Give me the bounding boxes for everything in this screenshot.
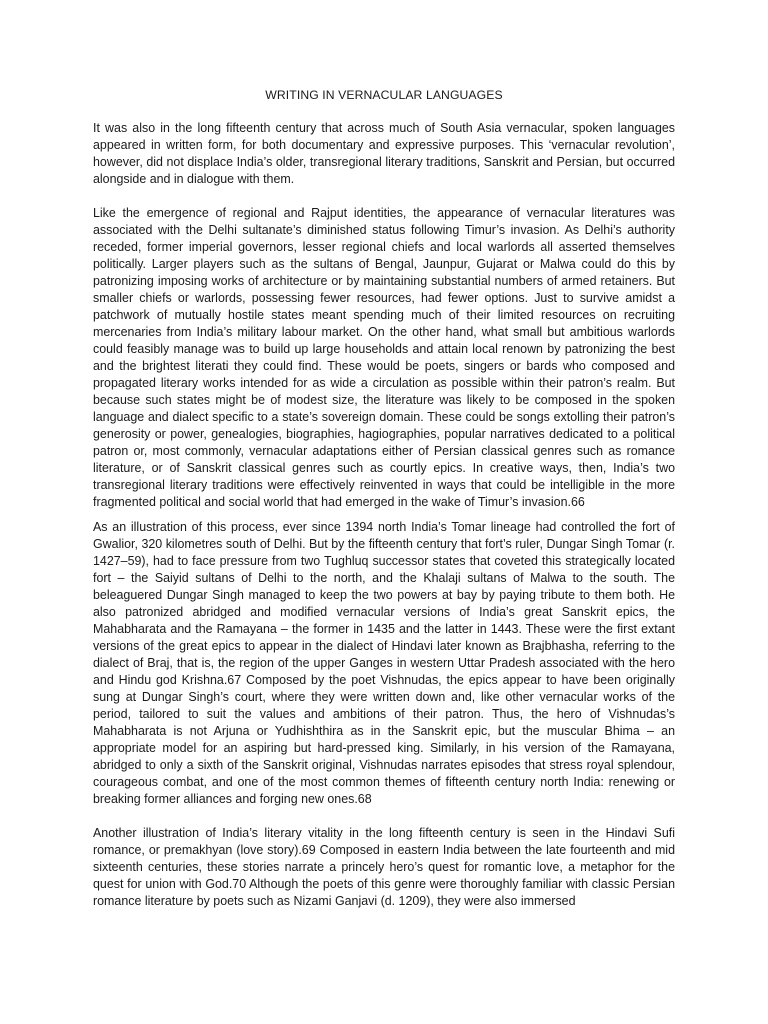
page-title: WRITING IN VERNACULAR LANGUAGES: [265, 88, 503, 102]
document-body: [93, 120, 675, 910]
paragraph: As an illustration of this process, ever since 1394 north India’s Tomar lineage had controlled the fort of Gwalior, 320 kilometres south of Delhi. But by the fifteenth century that fort’s ruler, Dungar Singh Tomar (r. 1427–59), had to face pressure from two Tughluq successor states that coveted this strategically located fort – the Saiyid sultans of Delhi to the north, and the Khalaji sultans of Malwa to the south. The beleaguered Dungar Singh managed to keep the two powers at bay by paying tribute to them both. He also patronized abridged and modified vernacular versions of India’s great Sanskrit epics, the Mahabharata and the Ramayana – the former in 1435 and the latter in 1443. These were the first extant versions of the great epics to appear in the dialect of Hindavi later known as Brajbhasha, referring to the dialect of Braj, that is, the region of the upper Ganges in western Uttar Pradesh associated with the hero and Hindu god Krishna.67 Composed by the poet Vishnudas, the epics appear to have been originally sung at Dungar Singh’s court, where they were written down and, like other vernacular works of the period, tailored to suit the values and ambitions of their patron. Thus, the hero of Vishnudas’s Mahabharata is not Arjuna or Yudhishthira as in the Sanskrit epic, but the muscular Bhima – an appropriate model for an aspiring but hard-pressed king. Similarly, in his version of the Ramayana, abridged to only a sixth of the Sanskrit original, Vishnudas narrates episodes that stress royal splendour, courageous combat, and one of the most common themes of fifteenth century north India: renewing or breaking former alliances and forging new ones.68: [93, 520, 675, 806]
paragraph: It was also in the long fifteenth century that across much of South Asia vernacular, spoken languages appeared in written form, for both documentary and expressive purposes. This ‘vernacular revolution’, however, did not displace India’s older, transregional literary traditions, Sanskrit and Persian, but occurred alongside and in dialogue with them.: [93, 121, 675, 186]
paragraph: Like the emergence of regional and Rajput identities, the appearance of vernacular literatures was associated with the Delhi sultanate’s diminished status following Timur’s invasion. As Delhi’s authority receded, former imperial governors, lesser regional chiefs and local warlords all asserted themselves politically. Larger players such as the sultans of Bengal, Jaunpur, Gujarat or Malwa could do this by patronizing imposing works of architecture or by maintaining substantial numbers of armed retainers. But smaller chiefs or warlords, possessing fewer resources, had fewer options. Just to survive amidst a patchwork of mutually hostile states meant spending much of their limited resources on recruiting mercenaries from India’s military labour market. On the other hand, what small but ambitious warlords could feasibly manage was to build up large households and attain local renown by patronizing the best and the brightest literati they could find. These would be poets, singers or bards who composed and propagated literary works intended for as wide a circulation as possible within their patron’s realm. But because such states might be of modest size, the literature was likely to be composed in the spoken language and dialect specific to a state’s sovereign domain. These could be songs extolling their patron’s generosity or power, genealogies, biographies, hagiographies, popular narratives dedicated to a political patron or, most commonly, vernacular adaptations either of Persian classical genres such as romance literature, or of Sanskrit classical genres such as courtly epics. In creative ways, then, India’s two transregional literary traditions were effectively reinvented in ways that could be intelligible in the more fragmented political and social world that had emerged in the wake of Timur’s invasion.66: [93, 206, 675, 509]
paragraph: Another illustration of India’s literary vitality in the long fifteenth century is seen in the Hindavi Sufi romance, or premakhyan (love story).69 Composed in eastern India between the late fourteenth and mid sixteenth centuries, these stories narrate a princely hero’s quest for romantic love, a metaphor for the quest for union with God.70 Although the poets of this genre were thoroughly familiar with classic Persian romance literature by poets such as Nizami Ganjavi (d. 1209), they were also immersed: [93, 826, 675, 908]
